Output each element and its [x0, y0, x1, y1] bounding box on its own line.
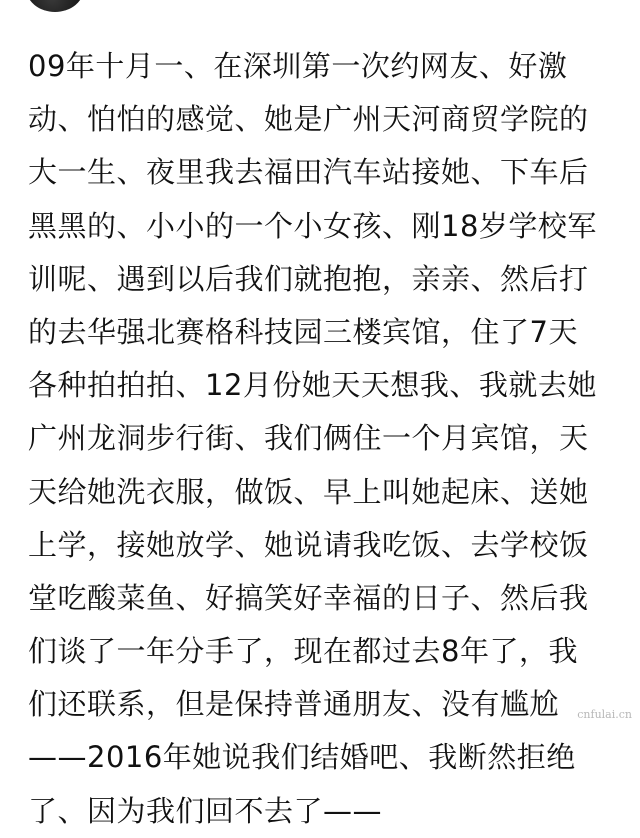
post-line: 训呢、遇到以后我们就抱抱，亲亲、然后打 — [28, 261, 589, 296]
post-line: 们还联系，但是保持普通朋友、没有尴尬 — [28, 687, 560, 722]
post-text — [28, 40, 618, 838]
post-line: 各种拍拍拍、12月份她天天想我、我就去她 — [28, 368, 597, 403]
site-watermark: cnfulai.cn — [577, 708, 632, 721]
post-line: 了、因为我们回不去了—— — [28, 793, 383, 828]
post-line: ——2016年她说我们结婚吧、我断然拒绝 — [28, 740, 576, 775]
post-line: 上学，接她放学、她说请我吃饭、去学校饭 — [28, 527, 589, 562]
post-line: 广州龙洞步行街、我们俩住一个月宾馆，天 — [28, 421, 589, 456]
post-line: 黑黑的、小小的一个小女孩、刚18岁学校军 — [28, 208, 597, 243]
post-line: 09年十月一、在深圳第一次约网友、好激 — [28, 49, 568, 83]
post-line: 的去华强北赛格科技园三楼宾馆，住了7天 — [28, 314, 578, 349]
post-line: 天给她洗衣服，做饭、早上叫她起床、送她 — [28, 474, 589, 509]
post-line: 大一生、夜里我去福田汽车站接她、下车后 — [28, 155, 589, 190]
avatar[interactable] — [26, 0, 84, 12]
post-line: 堂吃酸菜鱼、好搞笑好幸福的日子、然后我 — [28, 580, 589, 615]
post-line: 动、怕怕的感觉、她是广州天河商贸学院的 — [28, 102, 589, 137]
post-line: 们谈了一年分手了，现在都过去8年了，我 — [28, 634, 578, 669]
